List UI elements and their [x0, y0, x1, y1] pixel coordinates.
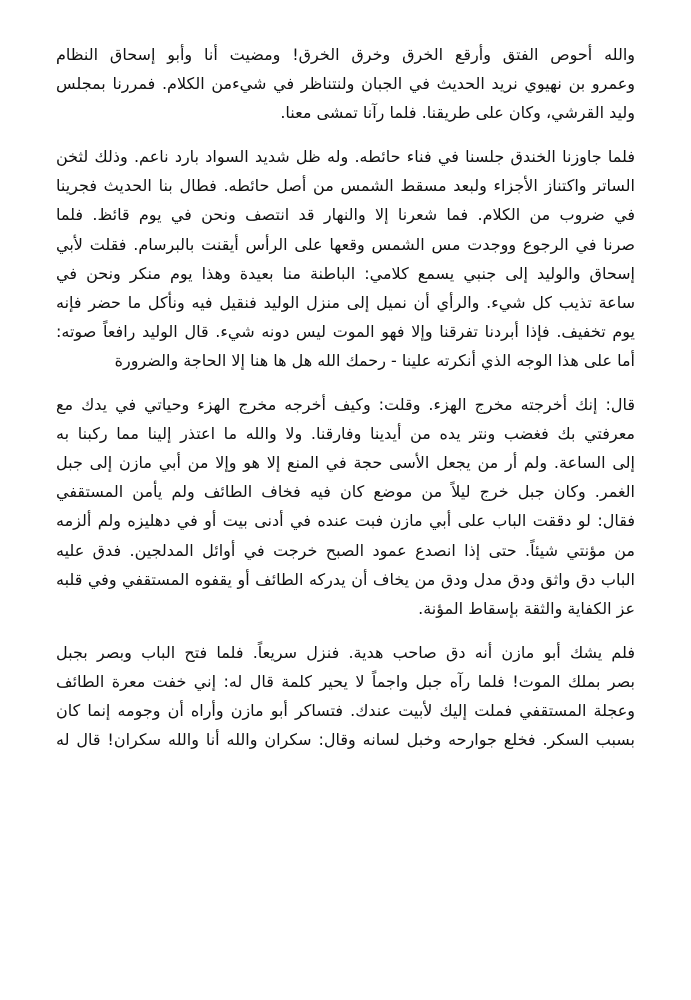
- text-line: إلى الساعة. ولم أر من يجعل الأسى حجة في المنع إلا هو وإلا من أبي مازن إلى جبل: [56, 453, 635, 473]
- text-line: فلم يشك أبو مازن أنه دق صاحب هدية. فنزل سريعاً. فلما فتح الباب وبصر بجبل: [56, 642, 635, 662]
- text-line: قال: إنك أخرجته مخرج الهزء. وقلت: وكيف أخرجه مخرج الهزء وحياتي في يدك مع: [56, 395, 635, 415]
- text-line: فلما جاوزنا الخندق جلسنا في فناء حائطه. وله ظل شديد السواد بارد ناعم. وذلك لثخن: [56, 147, 635, 167]
- paragraph-2: [56, 142, 635, 375]
- paragraph-1: [56, 40, 635, 127]
- text-line: والله أحوص الفتق وأرقع الخرق وخرق الخرق! ومضيت أنا وأبو إسحاق النظام: [56, 45, 635, 64]
- text-line: بصر بملك الموت! فلما رآه جبل واجماً لا يحير كلمة قال له: إني خفت معرة الطائف: [56, 671, 635, 691]
- text-line: في ضروب من الكلام. فما شعرنا إلا والنهار قد انتصف ونحن في يوم قائظ. فلما: [56, 205, 635, 225]
- text-line: صرنا في الرجوع ووجدت مس الشمس وقعها على الرأس أيقنت بالبرسام. فقلت لأبي: [56, 234, 635, 254]
- text-line: فقال: لو دققت الباب على أبي مازن فبت عنده في أدنى بيت أو في دهليزه ولم ألزمه: [56, 511, 635, 531]
- paragraph-3: [56, 390, 635, 623]
- text-line: إسحاق والوليد إلى جنبي يسمع كلامي: الباطنة منا بعيدة وهذا يوم منكر ونحن في: [56, 263, 635, 283]
- text-line: من مؤنتي شيئاً. حتى إذا انصدع عمود الصبح خرجت في أوائل المدلجين. فدق عليه: [56, 540, 635, 560]
- text-line: وليد القرشي، وكان على طريقنا. فلما رآنا تمشى معنا.: [280, 103, 635, 123]
- text-line: ساعة تذيب كل شيء. والرأي أن نميل إلى منزل الوليد فنقيل فيه ونأكل ما حضر فإنه: [56, 292, 635, 312]
- text-line: وعمرو بن نهيوي نريد الحديث في الجبان ولنتناظر في شيءمن الكلام. فمررنا بمجلس: [56, 74, 635, 94]
- text-line: يوم تخفيف. فإذا أبردنا تفرقنا وإلا فهو الموت ليس دونه شيء. قال الوليد رافعاً صوته:: [56, 321, 635, 341]
- text-line: بسبب السكر. فخلع جوارحه وخبل لسانه وقال: سكران والله أنا والله سكران! قال له: [56, 730, 635, 750]
- text-line: معرفتي بك فغضب ونتر يده من أيدينا وفارقنا. ولا والله ما اعتذر إلينا مما ركبنا به: [56, 424, 635, 444]
- text-line: الباب دق واثق ودق مدل ودق من يخاف أن يدركه الطائف أو يقفوه المستقفي وفي قلبه: [56, 569, 635, 589]
- text-line: أما على هذا الوجه الذي أنكرته علينا - رحمك الله هل ها هنا إلا الحاجة والضرورة: [114, 350, 635, 370]
- text-line: الغمر. وكان جبل خرج ليلاً من موضع كان فيه فخاف الطائف ولم يأمن المستقفي: [56, 482, 635, 502]
- document-page: [56, 40, 635, 769]
- text-line: وعجلة المستقفي فملت إليك لأبيت عندك. فتساكر أبو مازن وأراه أن وجومه إنما كان: [56, 700, 635, 720]
- paragraph-4: [56, 638, 635, 754]
- text-line: الساتر واكتناز الأجزاء ولبعد مسقط الشمس من أصل حائطه. فطال بنا الحديث فجرينا: [56, 176, 635, 196]
- text-line: عز الكفاية والثقة بإسقاط المؤنة.: [418, 598, 635, 618]
